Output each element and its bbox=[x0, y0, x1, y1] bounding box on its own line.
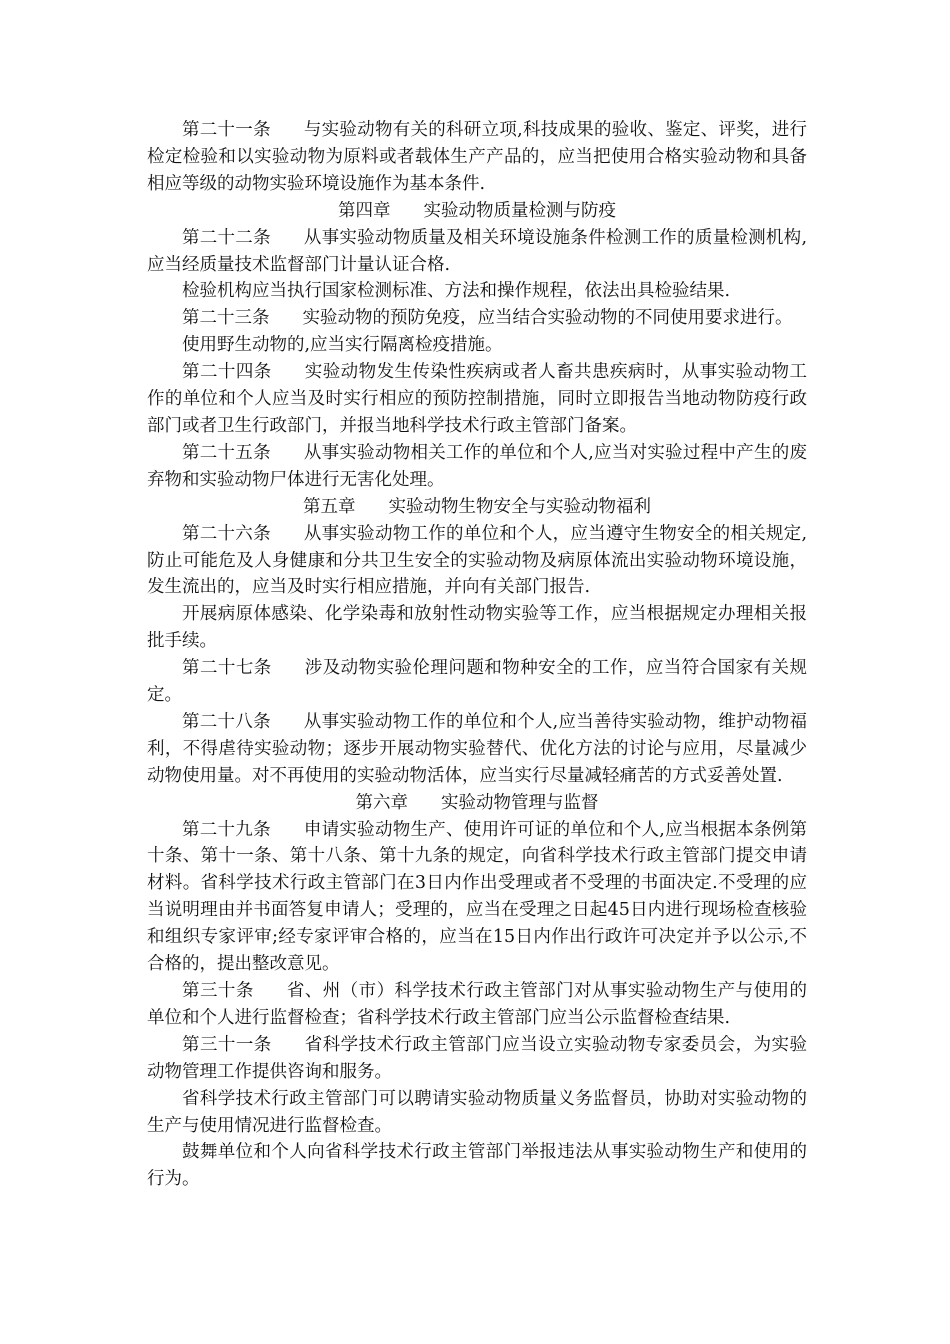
article-30 bbox=[147, 978, 807, 1032]
article-number: 第二十九条 bbox=[182, 819, 271, 840]
article-31 bbox=[147, 1032, 807, 1086]
article-26 bbox=[147, 521, 807, 602]
article-text: 申请实验动物生产、使用许可证的单位和个人,应当根据本条例第十条、第十一条、第十八条、第十九条的规定，向省科学技术行政主管部门提交申请材料。省科学技术行政主管部门在3日内作出受理或者不受理的书面决定.不受理的应当说明理由并书面答复申请人；受理的，应当在受理之日起45日内进行现场检查核验和组织专家评审;经专家评审合格的，应当在15日内作出行政许可决定并予以公示,不合格的，提出整改意见。 bbox=[147, 819, 808, 975]
paragraph bbox=[147, 332, 807, 359]
paragraph bbox=[147, 1139, 807, 1193]
article-text: 省科学技术行政主管部门应当设立实验动物专家委员会，为实验动物管理工作提供咨询和服务。 bbox=[147, 1034, 807, 1082]
document-page bbox=[147, 117, 807, 1193]
article-21 bbox=[147, 117, 807, 198]
article-number: 第二十三条 bbox=[182, 308, 270, 329]
article-number: 第三十条 bbox=[182, 981, 254, 1001]
chapter-title: 实验动物管理与监督 bbox=[441, 792, 599, 813]
paragraph bbox=[147, 1086, 807, 1140]
article-24 bbox=[147, 359, 807, 440]
article-23 bbox=[147, 305, 807, 332]
article-number: 第二十八条 bbox=[182, 711, 271, 732]
chapter-5-heading bbox=[147, 494, 807, 521]
article-25 bbox=[147, 440, 807, 494]
article-text: 省、州（市）科学技术行政主管部门对从事实验动物生产与使用的单位和个人进行监督检查；省科学技术行政主管部门应当公示监督检查结果. bbox=[147, 981, 807, 1028]
chapter-number: 第五章 bbox=[303, 496, 356, 517]
article-text: 与实验动物有关的科研立项,科技成果的验收、鉴定、评奖，进行检定检验和以实验动物为原料或者载体生产产品的，应当把使用合格实验动物和具备相应等级的动物实验环境设施作为基本条件. bbox=[147, 120, 808, 194]
paragraph-text: 检验机构应当执行国家检测标准、方法和操作规程，依法出具检验结果. bbox=[182, 281, 731, 302]
article-text: 从事实验动物工作的单位和个人，应当遵守生物安全的相关规定,防止可能危及人身健康和分共卫生安全的实验动物及病原体流出实验动物环境设施，发生流出的，应当及时实行相应措施，并向有关部门报告. bbox=[147, 523, 808, 598]
article-28 bbox=[147, 709, 807, 790]
article-number: 第二十六条 bbox=[182, 523, 271, 544]
chapter-4-heading bbox=[147, 198, 807, 225]
article-text: 实验动物的预防免疫，应当结合实验动物的不同使用要求进行。 bbox=[302, 308, 793, 329]
article-text: 实验动物发生传染性疾病或者人畜共患疾病时，从事实验动物工作的单位和个人应当及时实行相应的预防控制措施，同时立即报告当地动物防疫行政部门或者卫生行政部门，并报当地科学技术行政主管部门备案。 bbox=[147, 362, 807, 436]
chapter-title: 实验动物生物安全与实验动物福利 bbox=[388, 496, 651, 517]
article-number: 第二十一条 bbox=[182, 120, 271, 140]
article-number: 第三十一条 bbox=[182, 1034, 272, 1055]
paragraph-text: 使用野生动物的,应当实行隔离检疫措施。 bbox=[182, 335, 503, 356]
chapter-number: 第四章 bbox=[338, 200, 391, 221]
article-29 bbox=[147, 817, 807, 978]
article-number: 第二十四条 bbox=[182, 362, 272, 383]
article-number: 第二十五条 bbox=[182, 442, 271, 463]
paragraph bbox=[147, 601, 807, 655]
paragraph-text: 鼓舞单位和个人向省科学技术行政主管部门举报违法从事实验动物生产和使用的行为。 bbox=[147, 1142, 807, 1190]
article-text: 从事实验动物工作的单位和个人,应当善待实验动物，维护动物福利，不得虐待实验动物；逐步开展动物实验替代、优化方法的讨论与应用，尽量减少动物使用量。对不再使用的实验动物活体，应当实行尽量减轻痛苦的方式妥善处置. bbox=[147, 711, 808, 786]
chapter-6-heading bbox=[147, 790, 807, 817]
chapter-number: 第六章 bbox=[355, 792, 408, 813]
paragraph bbox=[147, 278, 807, 305]
article-22 bbox=[147, 225, 807, 279]
article-number: 第二十二条 bbox=[182, 227, 271, 248]
paragraph-text: 开展病原体感染、化学染毒和放射性动物实验等工作，应当根据规定办理相关报批手续。 bbox=[147, 604, 807, 652]
article-27 bbox=[147, 655, 807, 709]
article-text: 涉及动物实验伦理问题和物种安全的工作，应当符合国家有关规定。 bbox=[147, 658, 807, 706]
paragraph-text: 省科学技术行政主管部门可以聘请实验动物质量义务监督员，协助对实验动物的生产与使用情况进行监督检查。 bbox=[147, 1088, 807, 1136]
chapter-title: 实验动物质量检测与防疫 bbox=[423, 200, 616, 221]
article-text: 从事实验动物相关工作的单位和个人,应当对实验过程中产生的废弃物和实验动物尸体进行无害化处理。 bbox=[147, 442, 808, 490]
article-text: 从事实验动物质量及相关环境设施条件检测工作的质量检测机构,应当经质量技术监督部门计量认证合格. bbox=[147, 227, 808, 275]
article-number: 第二十七条 bbox=[182, 658, 272, 679]
